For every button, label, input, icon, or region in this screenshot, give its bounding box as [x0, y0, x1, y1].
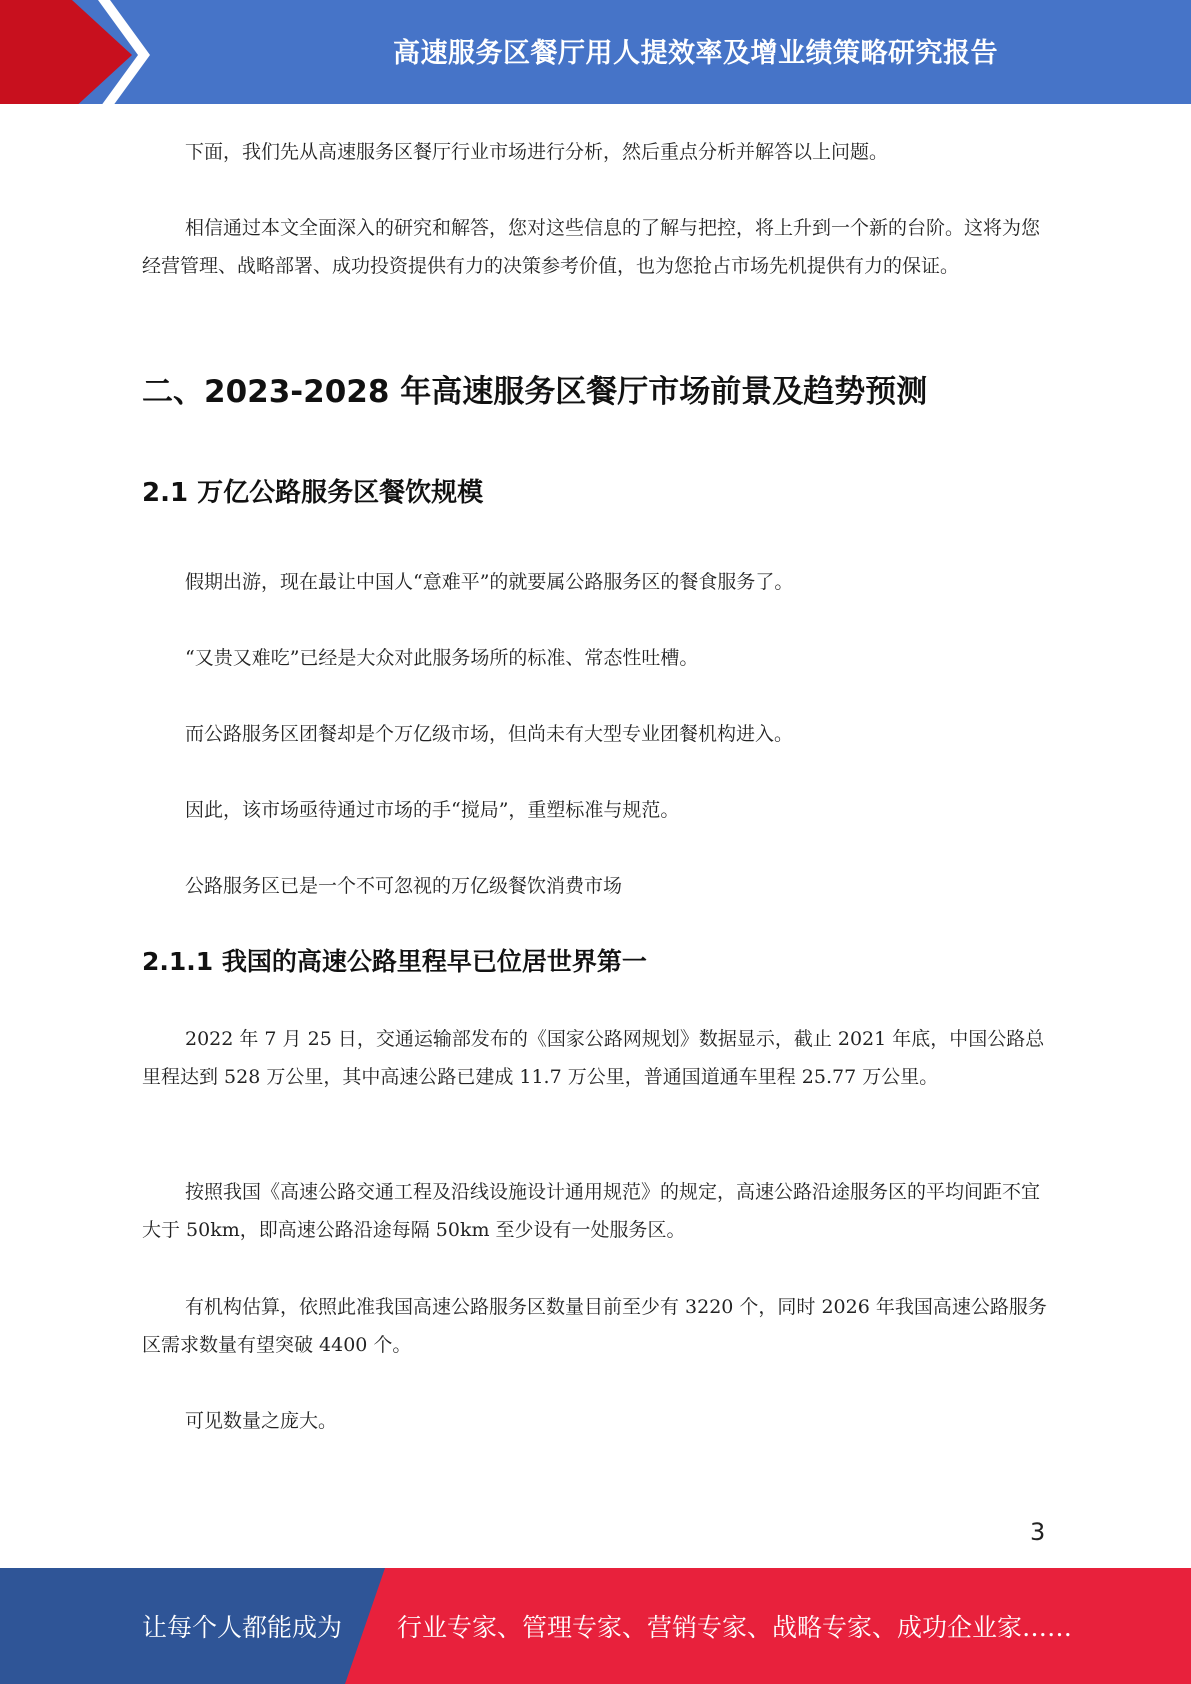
footer-slogan-left: 让每个人都能成为	[142, 1613, 343, 1642]
page-footer	[0, 1568, 1191, 1684]
intro-paragraph-1: 下面，我们先从高速服务区餐厅行业市场进行分析，然后重点分析并解答以上问题。	[185, 141, 889, 163]
subsubsection-heading: 2.1.1 我国的高速公路里程早已位居世界第一	[142, 947, 647, 976]
paragraph-1: 假期出游，现在最让中国人“意难平”的就要属公路服务区的餐食服务了。	[185, 571, 794, 593]
footer-slogan-right: 行业专家、管理专家、营销专家、战略专家、成功企业家……	[397, 1613, 1073, 1642]
section-heading: 二、2023-2028 年高速服务区餐厅市场前景及趋势预测	[142, 374, 928, 410]
paragraph-9: 可见数量之庞大。	[185, 1410, 338, 1432]
paragraph-3: 而公路服务区团餐却是个万亿级市场，但尚未有大型专业团餐机构进入。	[185, 723, 794, 745]
paragraph-6: 2022 年 7 月 25 日，交通运输部发布的《国家公路网规划》数据显示，截止 2021 年底，中国公路总里程达到 528 万公里，其中高速公路已建成 11.7 万公里，普通国道通车里程 25.77 万公里。	[142, 1028, 1045, 1088]
paragraph-8: 有机构估算，依照此准我国高速公路服务区数量目前至少有 3220 个，同时 2026 年我国高速公路服务区需求数量有望突破 4400 个。	[142, 1296, 1047, 1356]
paragraph-4: 因此，该市场亟待通过市场的手“搅局”，重塑标准与规范。	[185, 799, 680, 821]
intro-paragraph-2: 相信通过本文全面深入的研究和解答，您对这些信息的了解与把控，将上升到一个新的台阶。这将为您经营管理、战略部署、成功投资提供有力的决策参考价值，也为您抢占市场先机提供有力的保证。	[142, 217, 1041, 277]
paragraph-7: 按照我国《高速公路交通工程及沿线设施设计通用规范》的规定，高速公路沿途服务区的平均间距不宜大于 50km，即高速公路沿途每隔 50km 至少设有一处服务区。	[142, 1181, 1041, 1241]
page-number: 3	[1030, 1518, 1046, 1546]
paragraph-2: “又贵又难吃”已经是大众对此服务场所的标准、常态性吐槽。	[185, 647, 699, 669]
page-header	[0, 0, 1191, 110]
paragraph-5: 公路服务区已是一个不可忽视的万亿级餐饮消费市场	[185, 875, 623, 897]
header-title: 高速服务区餐厅用人提效率及增业绩策略研究报告	[393, 37, 998, 69]
subsection-heading: 2.1 万亿公路服务区餐饮规模	[142, 478, 484, 508]
